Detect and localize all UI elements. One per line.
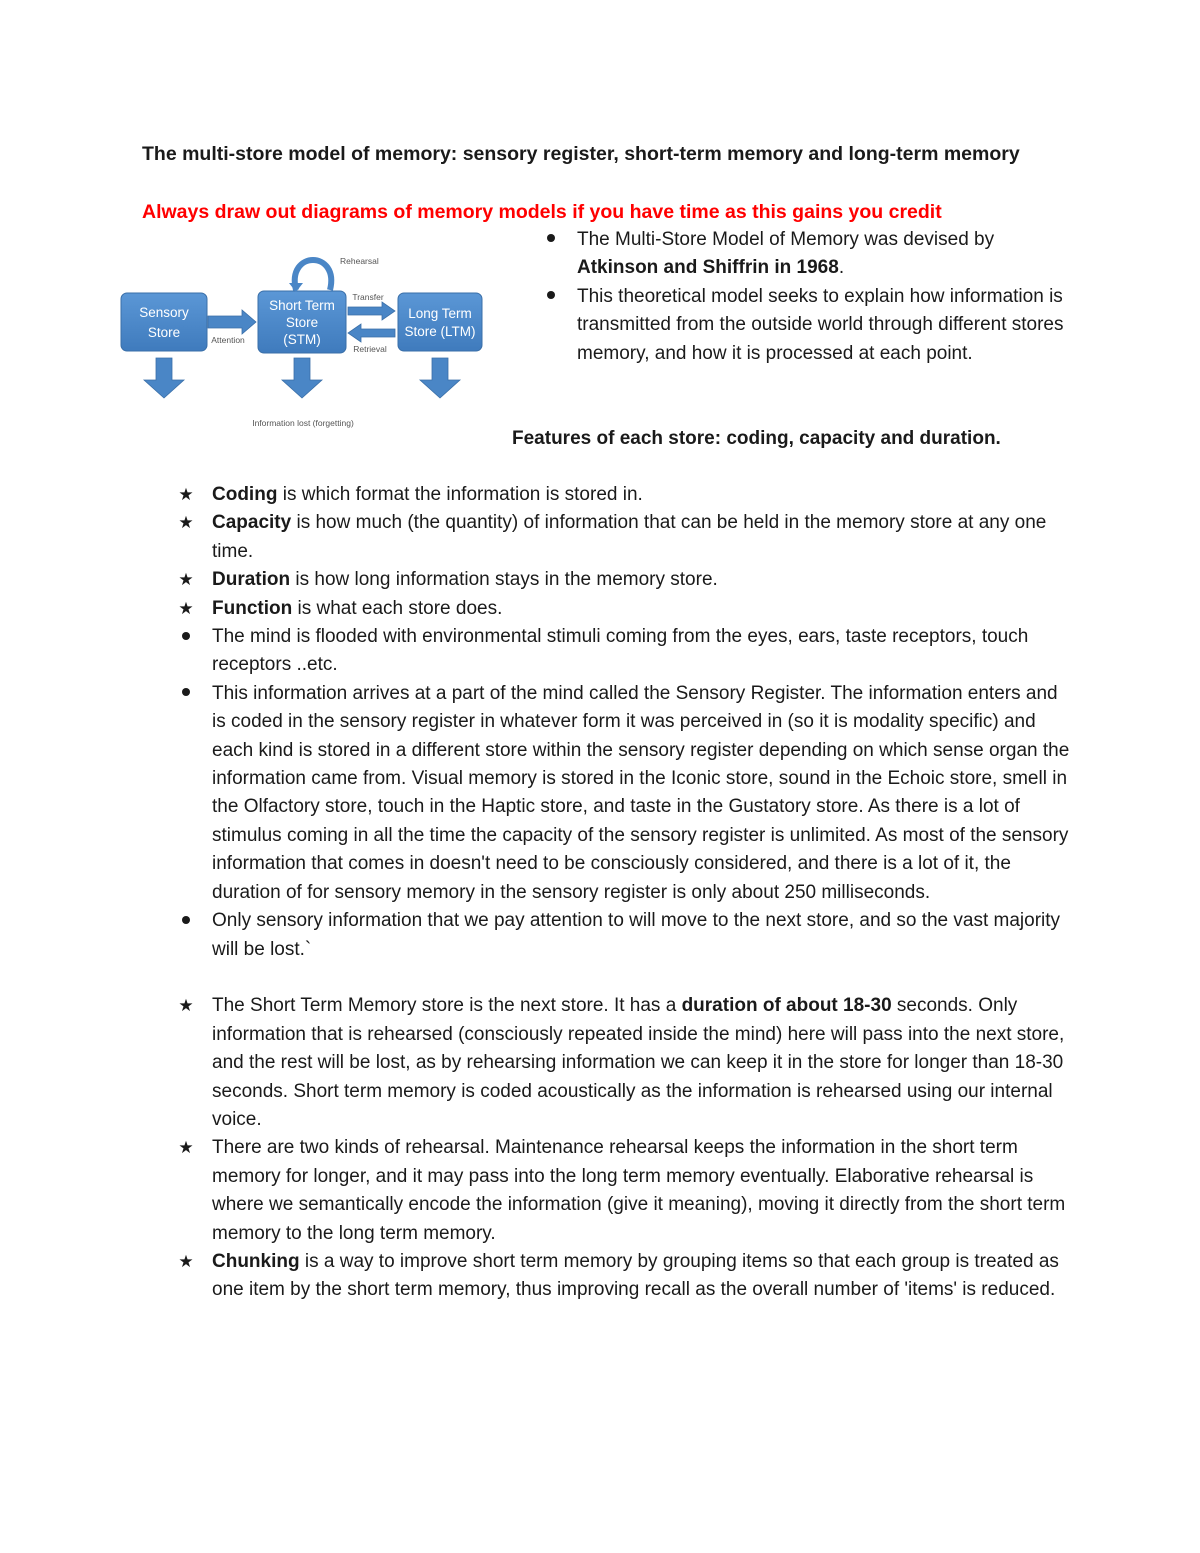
star-icon: ★ [178, 485, 194, 504]
star-icon: ★ [178, 598, 194, 618]
sensory-store-label-1: Sensory [139, 305, 189, 320]
info-lost-label: Information lost (forgetting) [252, 418, 354, 428]
stm-label-3: (STM) [283, 332, 321, 347]
transfer-label: Transfer [352, 292, 384, 302]
function-term: Function [212, 597, 293, 619]
list-item [142, 907, 1072, 964]
bullet-dot [176, 623, 196, 651]
star-icon: ★ [178, 570, 194, 590]
stm-label-2: Store [285, 315, 319, 330]
list-item [142, 509, 1072, 566]
sensory-store-box [121, 293, 207, 351]
star-icon: ★ [178, 513, 194, 533]
sensory-item-2: This information arrives at a part of the mind called the Sensory Register. The information enters and is coded in the sensory register in whatever form it was perceived in (so it is modality specific) and each kind is stored in a different store within the sensory register depending on which sense organ the information came from. Visual memory is stored in the Iconic store, sound in the Echoic store, smell in the Olfactory store, touch in the Haptic store, and taste in the Gustatory store. As there is a lot of stimulus coming in all the time the capacity of the sensory register is unlimited. As most of the sensory information that comes in doesn't need to be consciously considered, and there is a lot of it, the duration of for sensory memory in the sensory register is only about 250 milliseconds. [212, 682, 1070, 903]
list-item [142, 481, 1072, 509]
intro-item-1-prefix: The Multi-Store Model of Memory was devised by [577, 229, 995, 250]
capacity-definition: is how much (the quantity) of information that can be held in the memory store at any one time. [212, 512, 1047, 562]
page-title: The multi-store model of memory: sensory register, short-term memory and long-term memory [142, 143, 1020, 165]
transfer-arrow [348, 302, 395, 320]
stm-item-2: There are two kinds of rehearsal. Maintenance rehearsal keeps the information in the short term memory for longer, and it may pass into the long term memory eventually. Elaborative rehearsal is where we semantically encode the information (give it meaning), moving it directly from the short term memory to the long term memory. [212, 1137, 1066, 1244]
retrieval-arrow [348, 324, 395, 342]
warning-text: Always draw out diagrams of memory models if you have time as this gains you credit [142, 201, 942, 223]
list-item [507, 283, 1067, 368]
features-heading: Features of each store: coding, capacity and duration. [512, 428, 1001, 449]
duration-definition: is how long information stays in the memory store. [290, 569, 718, 591]
intro-item-2: This theoretical model seeks to explain how information is transmitted from the outside world through different stores memory, and how it is processed at each point. [577, 285, 1064, 364]
attention-label: Attention [211, 335, 245, 345]
list-item [142, 1248, 1072, 1305]
bullet-dot [176, 680, 196, 708]
sensory-forgetting-arrow [144, 358, 184, 398]
list-item [142, 680, 1072, 907]
spacer [142, 964, 1072, 992]
function-definition: is what each store does. [292, 597, 503, 619]
bullet-dot [541, 226, 561, 254]
list-item [142, 566, 1072, 594]
rehearsal-label: Rehearsal [340, 256, 379, 266]
capacity-term: Capacity [212, 512, 292, 534]
stm-forgetting-arrow [282, 358, 322, 398]
sensory-store-label-2: Store [147, 325, 181, 340]
stm-item-1-bold: duration of about 18-30 [681, 995, 892, 1017]
star-icon: ★ [178, 1138, 194, 1158]
stm-item-1-prefix: The Short Term Memory store is the next store. It has a [212, 995, 682, 1017]
duration-term: Duration [212, 569, 291, 591]
bullet-dot [176, 907, 196, 935]
star-icon: ★ [178, 996, 194, 1016]
retrieval-label: Retrieval [353, 344, 387, 354]
main-list [142, 481, 1072, 1305]
ltm-label-2: Store (LTM) [404, 324, 476, 339]
stm-item-1-suffix: seconds. Only information that is rehearsed (consciously repeated inside the mind) here will pass into the next store, and the rest will be lost, as by rehearsing information we can keep it in the store for longer than 18-30 seconds. Short term memory is coded acoustically as the information is rehearsed using our internal voice. [212, 995, 1065, 1130]
intro-item-1-bold: Atkinson and Shiffrin in 1968 [577, 257, 839, 279]
coding-term: Coding [212, 484, 278, 505]
coding-definition: is which format the information is stored in. [277, 484, 643, 505]
ltm-forgetting-arrow [420, 358, 460, 398]
intro-item-1-suffix: . [838, 257, 845, 279]
list-item [142, 1134, 1072, 1248]
stm-label-1: Short Term [269, 298, 335, 313]
list-item [142, 623, 1072, 680]
bullet-dot [541, 283, 561, 311]
ltm-label-1: Long Term [408, 306, 472, 321]
sensory-item-1: The mind is flooded with environmental stimuli coming from the eyes, ears, taste receptors, touch receptors ..etc. [212, 626, 1029, 676]
chunking-definition: is a way to improve short term memory by grouping items so that each group is treated as one item by the short term memory, thus improving recall as the overall number of 'items' is reduced. [212, 1250, 1059, 1301]
star-icon: ★ [178, 1251, 194, 1271]
sensory-item-3: Only sensory information that we pay attention to will move to the next store, and so the vast majority will be lost.` [212, 910, 1061, 960]
attention-arrow [208, 310, 256, 334]
chunking-term: Chunking [212, 1250, 300, 1272]
list-item [142, 992, 1072, 1134]
ltm-box [398, 293, 482, 351]
multi-store-diagram [118, 250, 490, 432]
list-item [507, 226, 1067, 283]
list-item [142, 595, 1072, 623]
intro-list [507, 226, 1067, 368]
